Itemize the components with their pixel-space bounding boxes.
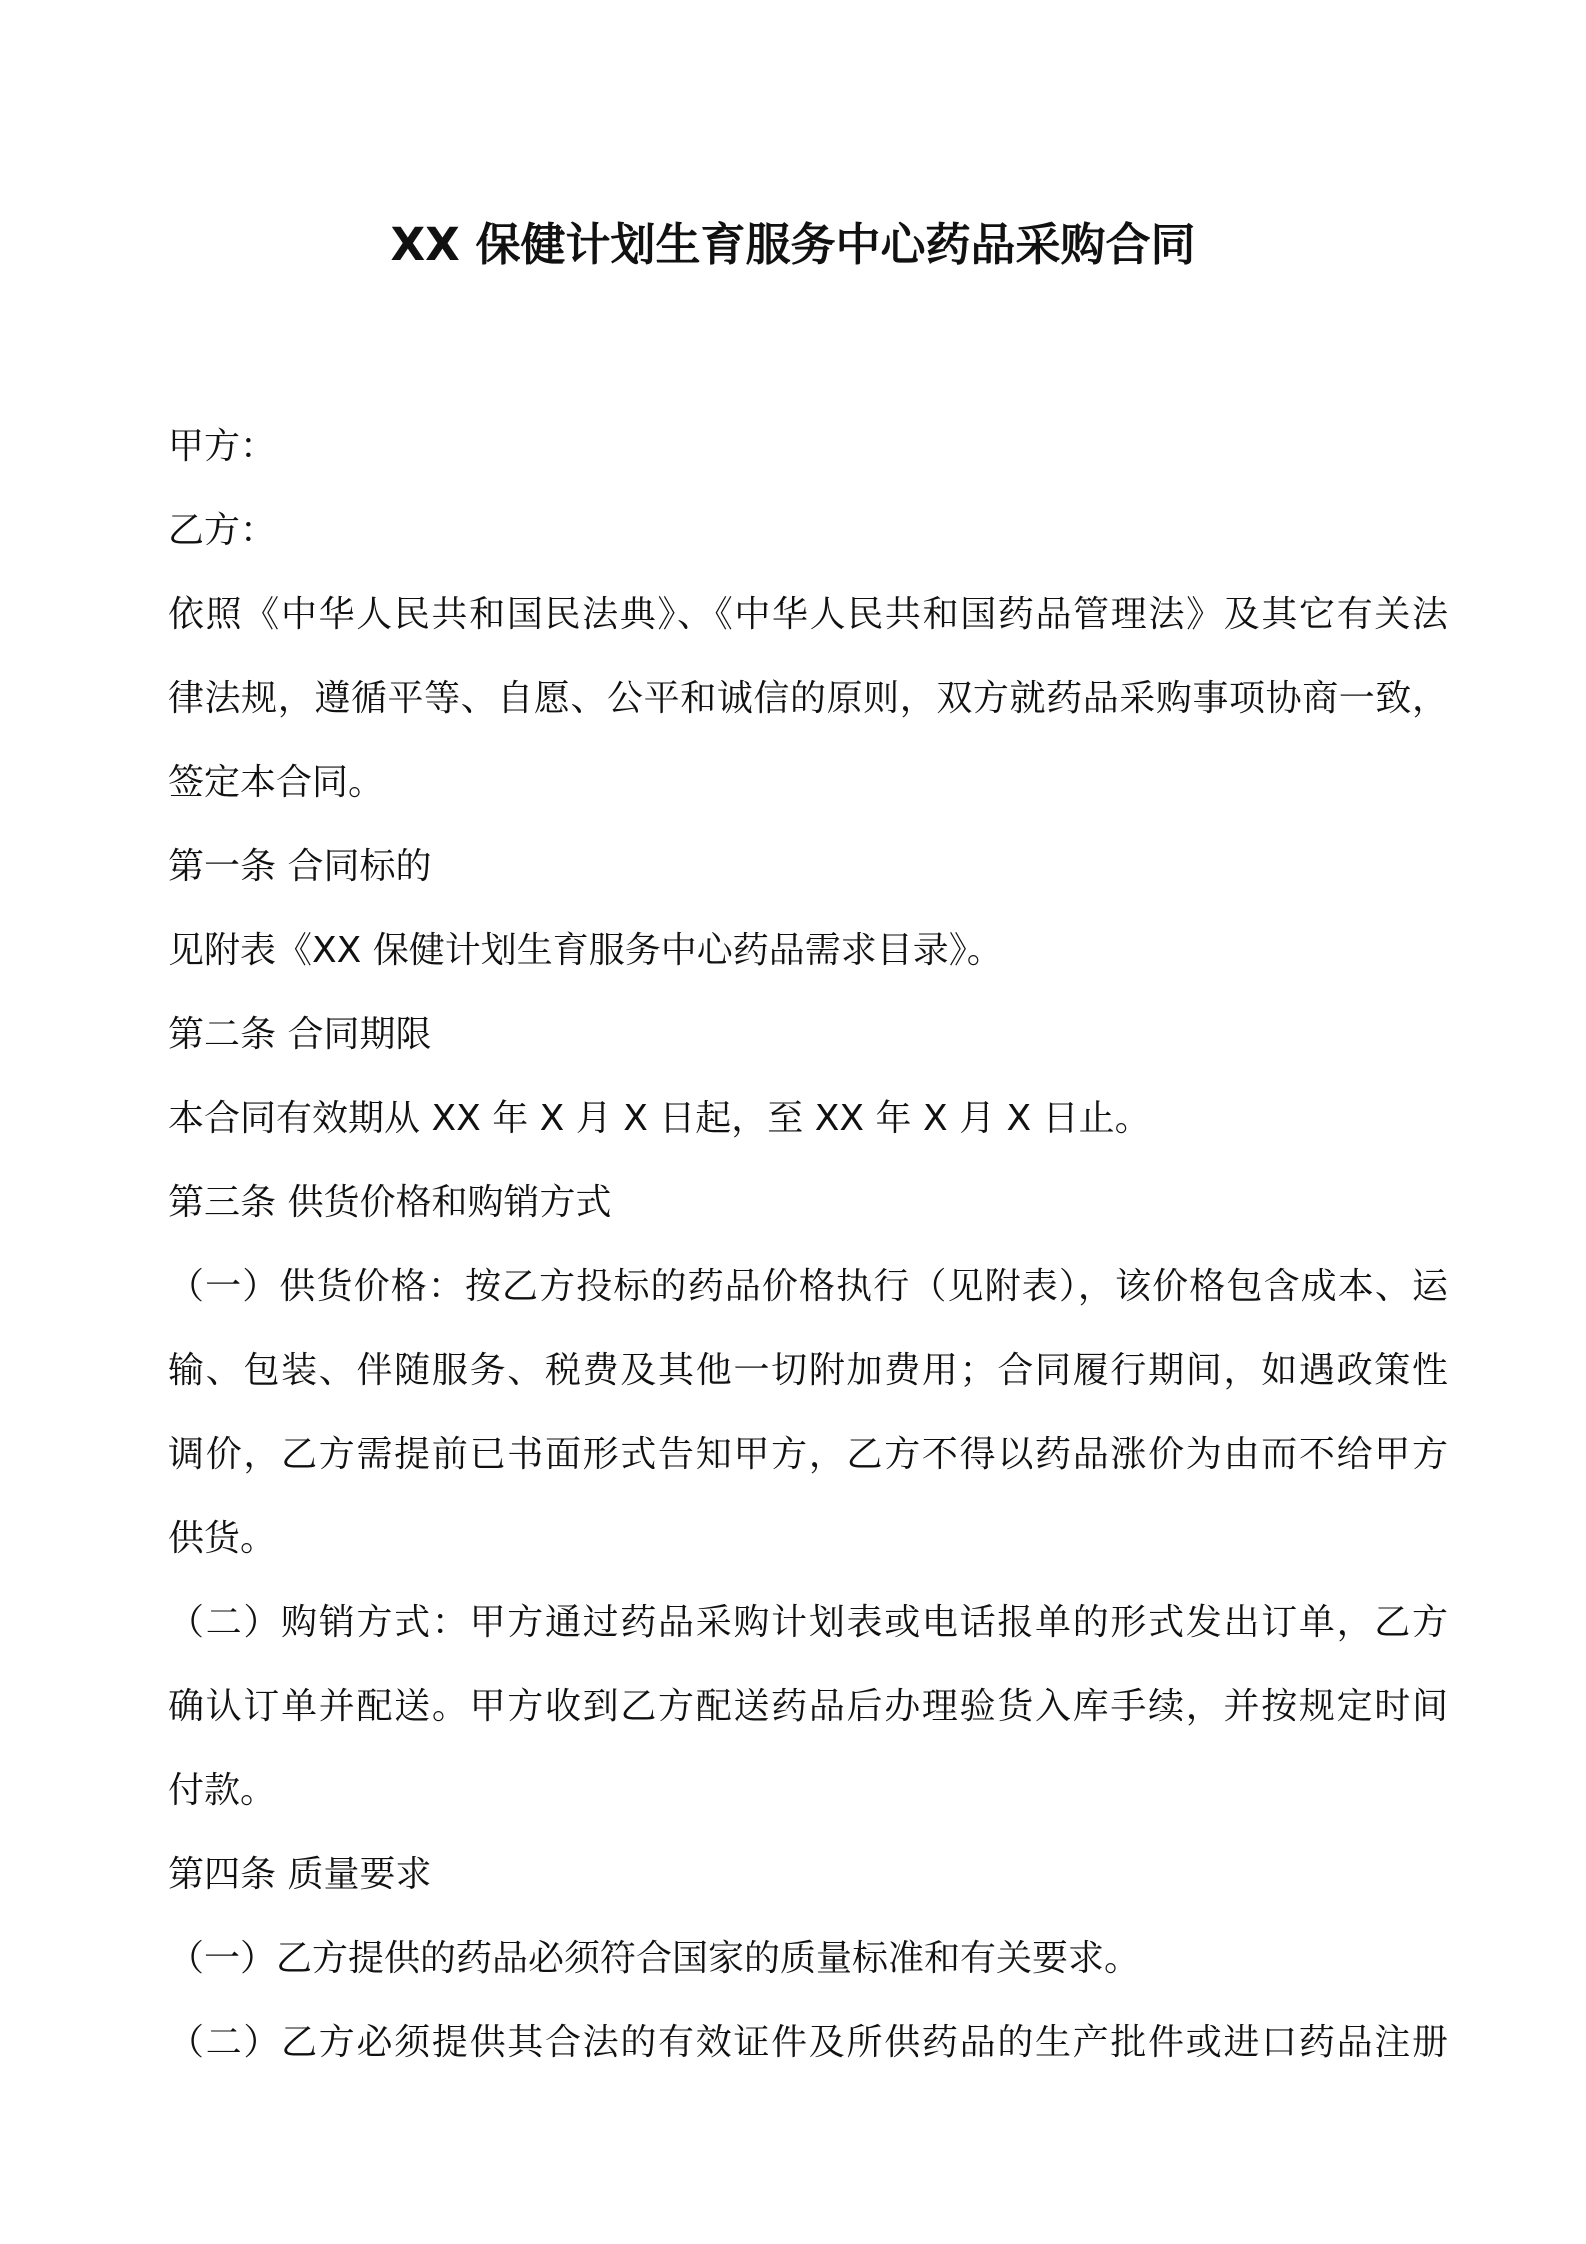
paragraph-line: （一）供货价格：按乙方投标的药品价格执行（见附表），该价格包含成本、运	[168, 1266, 1448, 1307]
paragraph-line: 乙方：	[168, 510, 277, 551]
paragraph-line: 第三条 供货价格和购销方式	[168, 1182, 612, 1223]
paragraph-line: 供货。	[168, 1518, 277, 1559]
paragraph-line: 第二条 合同期限	[168, 1014, 432, 1055]
paragraph-line: （二）乙方必须提供其合法的有效证件及所供药品的生产批件或进口药品注册	[168, 2022, 1448, 2063]
paragraph-line: 签定本合同。	[168, 762, 385, 803]
document-body	[168, 405, 1448, 2085]
paragraph-line: 第一条 合同标的	[168, 846, 432, 887]
paragraph-line: 甲方：	[168, 426, 277, 467]
document-title: XX 保健计划生育服务中心药品采购合同	[390, 218, 1196, 271]
paragraph-line: 第四条 质量要求	[168, 1854, 432, 1895]
paragraph-line: 输、包装、伴随服务、税费及其他一切附加费用；合同履行期间，如遇政策性	[168, 1350, 1448, 1391]
paragraph-line: 调价，乙方需提前已书面形式告知甲方，乙方不得以药品涨价为由而不给甲方	[168, 1434, 1448, 1475]
paragraph-line: （二）购销方式：甲方通过药品采购计划表或电话报单的形式发出订单，乙方	[168, 1602, 1448, 1643]
paragraph-line: （一）乙方提供的药品必须符合国家的质量标准和有关要求。	[168, 1938, 1141, 1979]
paragraph-line: 确认订单并配送。甲方收到乙方配送药品后办理验货入库手续，并按规定时间	[168, 1686, 1448, 1727]
paragraph-line: 依照《中华人民共和国民法典》、《中华人民共和国药品管理法》及其它有关法	[168, 594, 1448, 635]
paragraph-line: 见附表《XX 保健计划生育服务中心药品需求目录》。	[168, 930, 1003, 971]
paragraph-line: 律法规，遵循平等、自愿、公平和诚信的原则，双方就药品采购事项协商一致，	[168, 678, 1448, 719]
paragraph-line: 付款。	[168, 1770, 277, 1811]
paragraph-line: 本合同有效期从 XX 年 X 月 X 日起，至 XX 年 X 月 X 日止。	[168, 1098, 1151, 1139]
